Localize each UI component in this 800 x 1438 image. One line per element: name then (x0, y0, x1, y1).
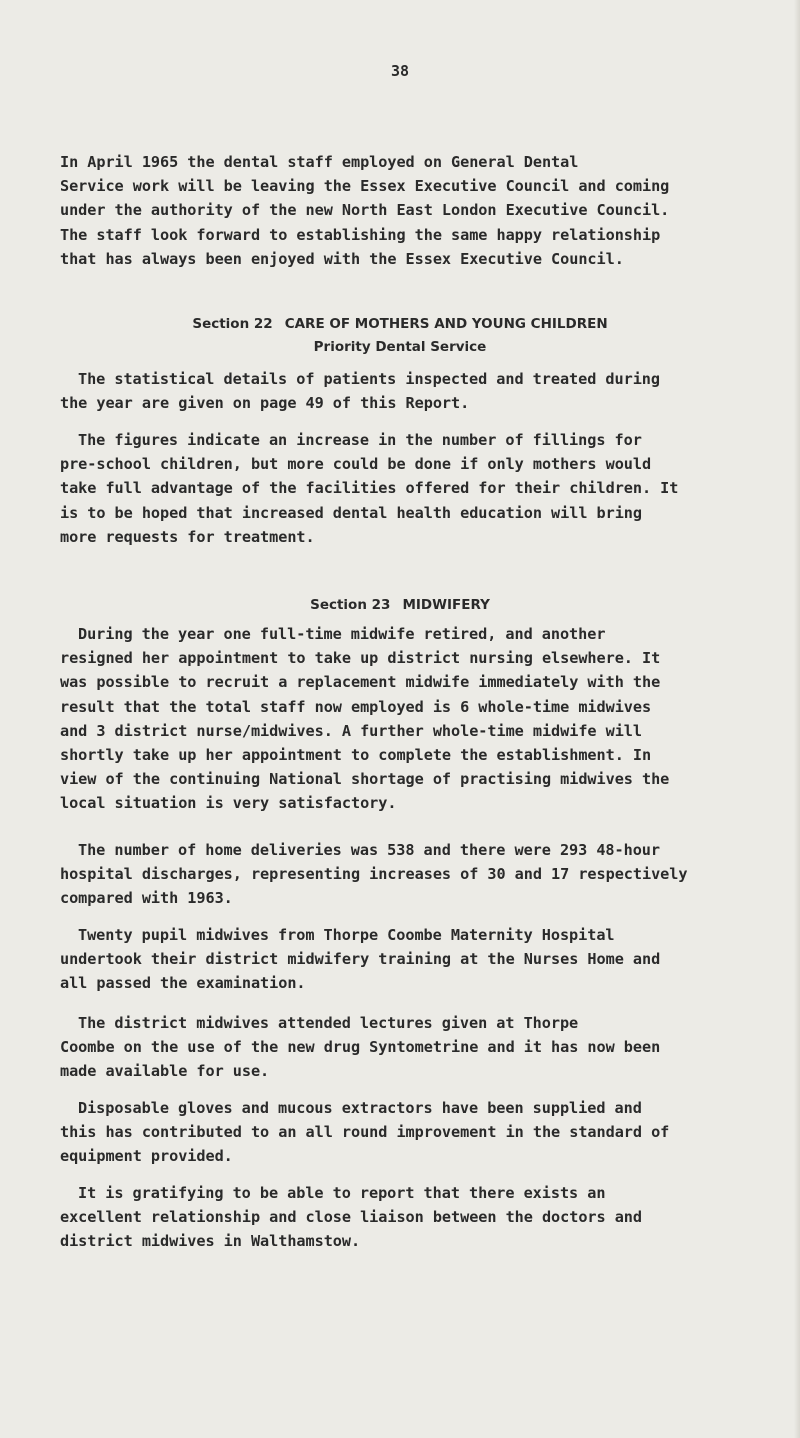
text-line: Twenty pupil midwives from Thorpe Coombe Maternity Hospital (78, 926, 615, 944)
text-line: shortly take up her appointment to complete the establishment. In (60, 746, 652, 765)
section-22-subheading: Priority Dental Service (313, 339, 487, 355)
text-line: and 3 district nurse/midwives. A further whole-time midwife will (60, 721, 642, 740)
text-line: The figures indicate an increase in the number of fillings for (78, 431, 642, 449)
text-line: all passed the examination. (60, 974, 306, 993)
text-line: is to be hoped that increased dental health education will bring (60, 503, 642, 522)
section-23-paragraph-3 (60, 923, 795, 996)
section-22-heading (0, 314, 800, 334)
page-edge (794, 0, 800, 1438)
text-line: was possible to recruit a replacement midwife immediately with the (60, 673, 661, 692)
section-title: MIDWIFERY (402, 597, 490, 613)
text-line: Service work will be leaving the Essex Executive Council and coming (60, 177, 670, 196)
text-line: The district midwives attended lectures given at Thorpe (78, 1014, 579, 1032)
text-line: During the year one full-time midwife retired, and another (78, 625, 606, 643)
text-line: under the authority of the new North East London Executive Council. (60, 201, 670, 220)
text-line: that has always been enjoyed with the Essex Executive Council. (60, 249, 624, 268)
text-line: made available for use. (60, 1062, 270, 1081)
text-line: The statistical details of patients inspected and treated during (78, 370, 660, 388)
text-line: excellent relationship and close liaison between the doctors and (60, 1208, 642, 1227)
page-number: 38 (390, 62, 410, 80)
text-line: equipment provided. (60, 1147, 233, 1166)
section-22-paragraph-1 (60, 367, 795, 415)
section-title: CARE OF MOTHERS AND YOUNG CHILDREN (284, 316, 608, 332)
text-line: compared with 1963. (60, 889, 233, 908)
text-line: pre-school children, but more could be done if only mothers would (60, 455, 652, 474)
text-line: the year are given on page 49 of this Report. (60, 394, 470, 413)
text-line: Disposable gloves and mucous extractors have been supplied and (78, 1099, 642, 1117)
text-line: hospital discharges, representing increases of 30 and 17 respectively (60, 865, 688, 884)
text-line: district midwives in Walthamstow. (60, 1232, 361, 1251)
section-23-paragraph-6 (60, 1181, 795, 1254)
section-23-paragraph-4 (60, 1011, 795, 1084)
text-line: result that the total staff now employed is 6 whole-time midwives (60, 697, 652, 716)
section-23-paragraph-2 (60, 838, 795, 911)
text-line: Coombe on the use of the new drug Syntometrine and it has now been (60, 1038, 661, 1057)
section-23-paragraph-1 (60, 622, 795, 816)
text-line: The number of home deliveries was 538 and there were 293 48-hour (78, 841, 660, 859)
text-line: this has contributed to an all round improvement in the standard of (60, 1123, 670, 1142)
text-line: view of the continuing National shortage of practising midwives the (60, 770, 670, 789)
section-label: Section 23 (310, 597, 391, 613)
intro-paragraph (60, 150, 795, 271)
text-line: In April 1965 the dental staff employed on General Dental (60, 153, 579, 171)
section-23-paragraph-5 (60, 1096, 795, 1169)
text-line: It is gratifying to be able to report that there exists an (78, 1184, 606, 1202)
text-line: local situation is very satisfactory. (60, 794, 397, 813)
section-22-paragraph-2 (60, 428, 795, 549)
text-line: The staff look forward to establishing the same happy relationship (60, 225, 661, 244)
text-line: more requests for treatment. (60, 527, 315, 546)
text-line: resigned her appointment to take up district nursing elsewhere. It (60, 649, 661, 668)
section-label: Section 22 (192, 316, 273, 332)
text-line: undertook their district midwifery training at the Nurses Home and (60, 950, 661, 969)
text-line: take full advantage of the facilities offered for their children. It (60, 479, 679, 498)
section-23-heading (0, 595, 800, 615)
